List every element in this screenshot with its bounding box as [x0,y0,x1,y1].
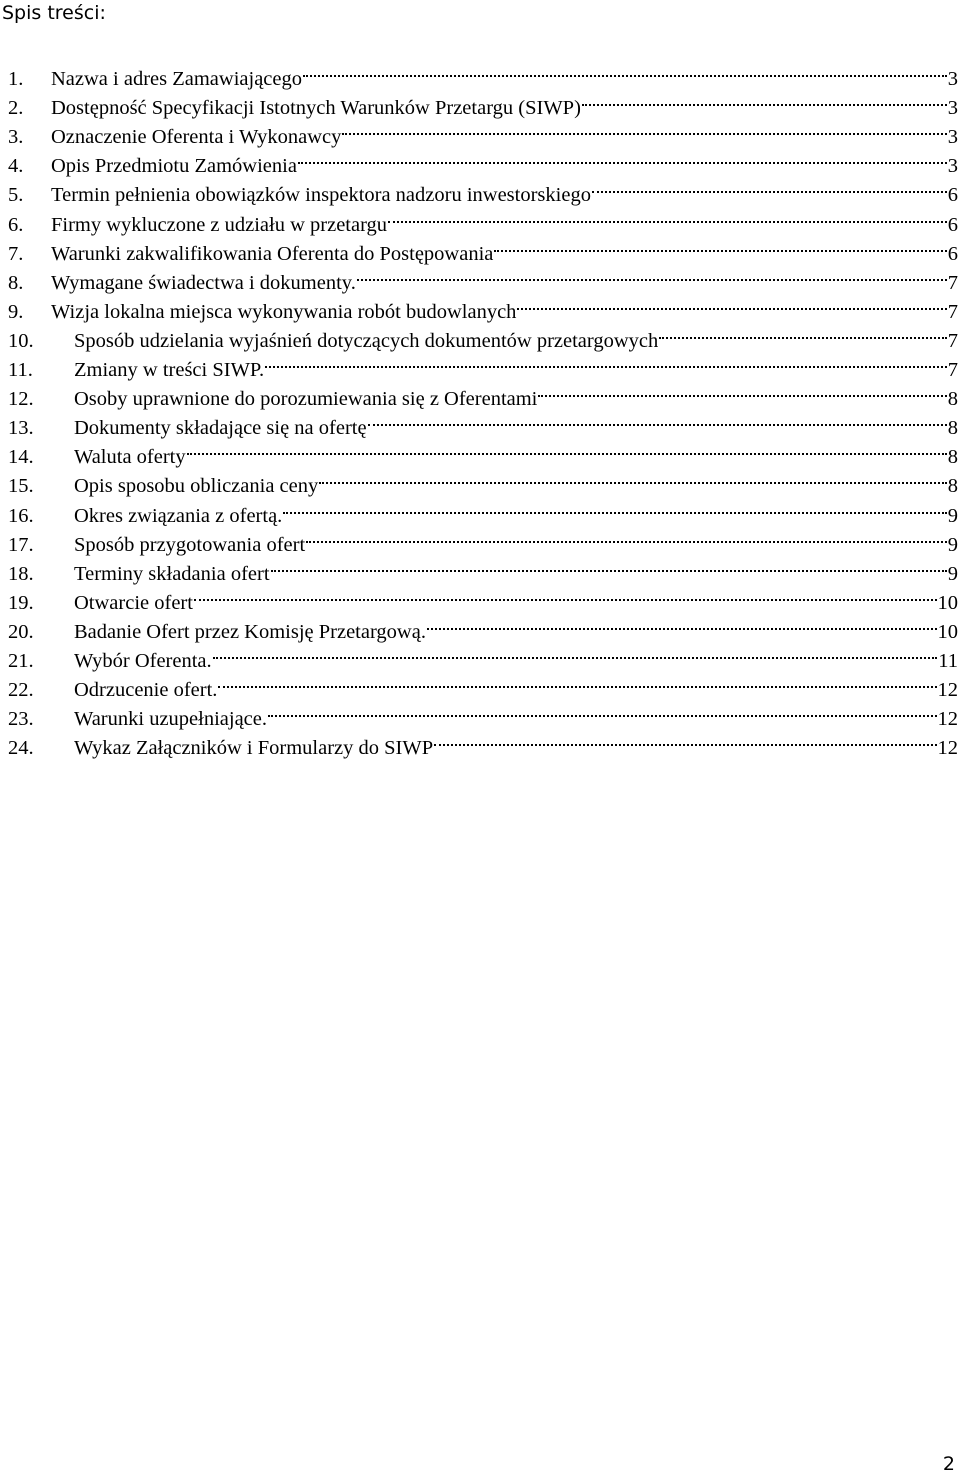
toc-dot-leader [271,551,947,580]
toc-entry-number: 12. [8,388,34,411]
toc-dot-leader [319,463,947,492]
toc-dot-leader [283,492,946,521]
toc-entry-title: Warunki zakwalifikowania Oferenta do Postępowania [51,242,494,265]
toc-entry-number: 4. [8,155,24,178]
toc-dot-leader [218,667,936,696]
toc-dot-leader [298,143,947,172]
toc-entry-title: Dokumenty składające się na ofertę [74,417,367,440]
toc-entry-page: 7 [947,329,958,352]
toc-dot-leader [187,434,947,463]
toc-entry-page: 9 [947,562,958,585]
toc-dot-leader [538,376,946,405]
toc-entry-page: 8 [947,475,958,498]
toc-entry-number: 5. [8,184,24,207]
toc-entry-title: Zmiany w treści SIWP. [74,359,265,382]
toc-entry-title: Dostępność Specyfikacji Istotnych Warunków Przetargu (SIWP) [51,97,581,120]
toc-entry-number: 15. [8,475,34,498]
toc-entry-number: 20. [8,620,34,643]
toc-entry-page: 12 [937,679,958,702]
toc-dot-leader [368,405,947,434]
toc-entry-number: 16. [8,504,34,527]
toc-dot-leader [357,260,947,289]
toc-entry[interactable] [0,56,960,91]
toc-dot-leader [592,172,947,201]
toc-entry-title: Odrzucenie ofert. [74,679,218,702]
toc-entry-number: 18. [8,562,34,585]
toc-entry-number: 13. [8,417,34,440]
toc-entry-title: Opis sposobu obliczania ceny [74,475,319,498]
toc-entry-page: 6 [947,213,958,236]
toc-entry-number: 9. [8,300,24,323]
toc-entry-page: 11 [938,649,958,672]
toc-entry-page: 12 [937,737,958,760]
toc-dot-leader [268,696,936,725]
toc-entry-page: 12 [937,708,958,731]
toc-entry-title: Nazwa i adres Zamawiającego [51,68,302,91]
toc-entry-title: Badanie Ofert przez Komisję Przetargową. [74,620,426,643]
toc-entry-title: Waluta oferty [74,446,186,469]
toc-dot-leader [388,201,947,230]
toc-entry-page: 9 [947,533,958,556]
toc-entry-number: 24. [8,737,34,760]
toc-entry-number: 11. [8,359,33,382]
toc-entry-page: 10 [937,591,958,614]
toc-entry-number: 19. [8,591,34,614]
toc-entry-page: 7 [947,300,958,323]
toc-entry-title: Sposób przygotowania ofert [74,533,306,556]
toc-entry-number: 3. [8,126,24,149]
toc-dot-leader [434,725,936,754]
page-number: 2 [942,1453,955,1475]
toc-entry-title: Wykaz Załączników i Formularzy do SIWP [74,737,434,760]
toc-entry-title: Wizja lokalna miejsca wykonywania robót budowlanych [51,300,517,323]
toc-entry-page: 7 [947,359,958,382]
toc-entry-title: Wymagane świadectwa i dokumenty. [51,271,356,294]
toc-entry-page: 8 [947,388,958,411]
toc-dot-leader [517,289,946,318]
toc-entry-page: 3 [947,126,958,149]
toc-entry-number: 10. [8,329,34,352]
toc-entry-page: 6 [947,242,958,265]
toc-dot-leader [342,114,946,143]
toc-entry-title: Firmy wykluczone z udziału w przetargu [51,213,388,236]
toc-entry-page: 3 [947,97,958,120]
toc-dot-leader [265,347,947,376]
toc-entry-title: Wybór Oferenta. [74,649,212,672]
toc-dot-leader [659,318,946,347]
toc-entry-title: Oznaczenie Oferenta i Wykonawcy [51,126,342,149]
toc-entry-number: 17. [8,533,34,556]
toc-entry-number: 7. [8,242,24,265]
toc-dot-leader [494,231,946,260]
toc-entry-number: 6. [8,213,24,236]
toc-entry-number: 21. [8,649,34,672]
toc-entry-number: 1. [8,68,24,91]
toc-entry-page: 3 [947,68,958,91]
toc-entry-number: 14. [8,446,34,469]
toc-entry-page: 10 [937,620,958,643]
toc-dot-leader [306,522,947,551]
toc-entry-title: Osoby uprawnione do porozumiewania się z Oferentami [74,388,538,411]
toc-entry-page: 9 [947,504,958,527]
toc-entry-title: Okres związania z ofertą. [74,504,283,527]
toc-entry-title: Terminy składania ofert [74,562,270,585]
toc-dot-leader [194,580,937,609]
toc-entry-title: Warunki uzupełniające. [74,708,268,731]
toc-dot-leader [303,56,947,85]
toc-entry-page: 8 [947,446,958,469]
toc-entry-page: 7 [947,271,958,294]
toc-entry-number: 23. [8,708,34,731]
toc-entry-page: 3 [947,155,958,178]
toc-dot-leader [582,85,947,114]
toc-entry-page: 6 [947,184,958,207]
toc-entry-title: Termin pełnienia obowiązków inspektora nadzoru inwestorskiego [51,184,591,207]
toc-entry-number: 8. [8,271,24,294]
toc-entry-number: 22. [8,679,34,702]
toc-entry-title: Opis Przedmiotu Zamówienia [51,155,297,178]
toc-entry-title: Sposób udzielania wyjaśnień dotyczących dokumentów przetargowych [74,329,659,352]
toc-heading: Spis treści: [2,2,106,24]
toc-dot-leader [213,638,938,667]
table-of-contents [0,56,960,760]
toc-entry-number: 2. [8,97,24,120]
toc-entry-page: 8 [947,417,958,440]
toc-entry-title: Otwarcie ofert [74,591,193,614]
toc-dot-leader [427,609,937,638]
